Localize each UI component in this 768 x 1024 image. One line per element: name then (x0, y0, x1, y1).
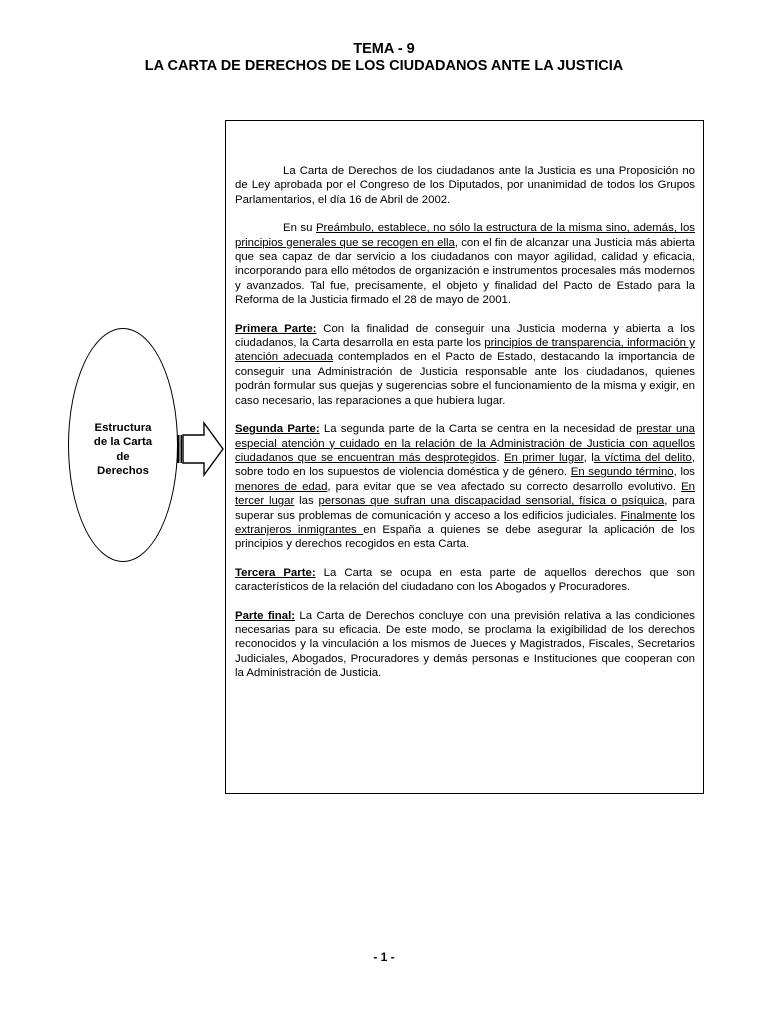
text: En su (283, 222, 316, 235)
section-heading: Primera Parte: (235, 322, 317, 335)
text: las (294, 495, 319, 508)
text: La Carta se ocupa en esta parte de aquellos derechos que son característicos de la relación del ciudadano con los Abogados y Procuradores. (235, 566, 695, 594)
section-heading: Tercera Parte: (235, 566, 316, 579)
content-body (235, 164, 695, 695)
underlined-text: extranjeros inmigrantes (235, 523, 364, 536)
paragraph-parte-final (235, 609, 695, 681)
right-arrow-icon (176, 420, 226, 478)
underlined-text: principios de transparencia, información y atención adecuada (235, 337, 695, 364)
text: . (496, 451, 504, 464)
text: , sobre todo en los supuestos de violencia doméstica y de género. (235, 451, 695, 479)
paragraph-primera-parte (235, 322, 695, 408)
diagram-label-line: de la Carta (93, 436, 153, 449)
paragraph-preambulo (235, 221, 695, 307)
section-heading: Segunda Parte: (235, 423, 320, 436)
text: los (676, 509, 695, 522)
text: , l (583, 451, 594, 464)
underlined-text: menores de edad (235, 480, 328, 493)
text: , para superar sus problemas de comunicación y acceso a los edificios judiciales. (235, 495, 695, 522)
page-number: - 1 - (373, 950, 395, 964)
underlined-text: En tercer lugar (235, 480, 695, 508)
underlined-text: En primer lugar (503, 451, 584, 464)
document-subtitle: LA CARTA DE DERECHOS DE LOS CIUDADANOS ANTE LA JUSTICIA (144, 58, 624, 74)
underlined-text: En segundo término (570, 466, 674, 479)
diagram-label (68, 421, 178, 478)
underlined-text: a víctima del delito (593, 451, 692, 464)
underlined-text: Finalmente (620, 509, 677, 522)
paragraph-tercera-parte (235, 566, 695, 595)
underlined-text: prestar una especial atención y cuidado en la relación de la Administración de Justicia con aquellos ciudadanos que se encuentran más desprotegidos (235, 423, 695, 464)
paragraph-segunda-parte (235, 422, 695, 552)
underlined-text: personas que sufran una discapacidad sensorial, física o psíquica (318, 495, 665, 508)
text: Con la finalidad de conseguir una Justicia moderna y abierta a los ciudadanos, la Carta desarrolla en esta parte los (235, 322, 695, 350)
text: , para evitar que se vea afectado su correcto desarrollo evolutivo. (327, 480, 682, 493)
diagram-label-line: Derechos (97, 464, 149, 477)
text: La Carta de Derechos concluye con una previsión relativa a las condiciones necesarias para su eficacia. De este modo, se proclama la exigibilidad de los derechos reconocidos y la vinculación a los mismos de Jueces y Magistrados, Fiscales, Secretarios Judiciales, Abogados, Procuradores y demás personas e Instituciones que cooperan con la Administración de Justicia. (235, 609, 695, 680)
text: contemplados en el Pacto de Estado, destacando la importancia de conseguir una Administración de Justicia responsable ante los ciudadanos, quienes podrán formular sus quejas y sugerencias sobre el funcionamiento de la misma y exigir, en caso necesario, las reparaciones a que hubiera lugar. (235, 351, 695, 407)
text: , con el fin de alcanzar una Justicia más abierta que sea capaz de dar servicio a los ciudadanos con mayor agilidad, calidad y eficacia, incorporando para ello métodos de organización e instrumentos procesales más modernos y avanzados. Tal fue, precisamente, el objeto y finalidad del Pacto de Estado para la Reforma de la Justicia firmado el 28 de mayo de 2001. (235, 236, 696, 307)
text: en España a quienes se debe asegurar la aplicación de los principios y derechos recogidos en esta Carta. (235, 523, 695, 551)
paragraph-intro: La Carta de Derechos de los ciudadanos ante la Justicia es una Proposición no de Ley aprobada por el Congreso de los Diputados, por unanimidad de todos los Grupos Parlamentarios, el día 16 de Abril de 2002. (235, 165, 695, 206)
text: , los (673, 466, 696, 479)
text: La segunda parte de la Carta se centra en la necesidad de (319, 423, 637, 436)
diagram-label-line: Estructura (94, 422, 152, 434)
diagram-label-line: de (116, 450, 130, 463)
section-heading: Parte final: (235, 609, 296, 622)
document-title: TEMA - 9 (353, 41, 415, 57)
underlined-text: Preámbulo, establece, no sólo la estructura de la misma sino, además, los principios generales que se recogen en ella (235, 222, 695, 249)
